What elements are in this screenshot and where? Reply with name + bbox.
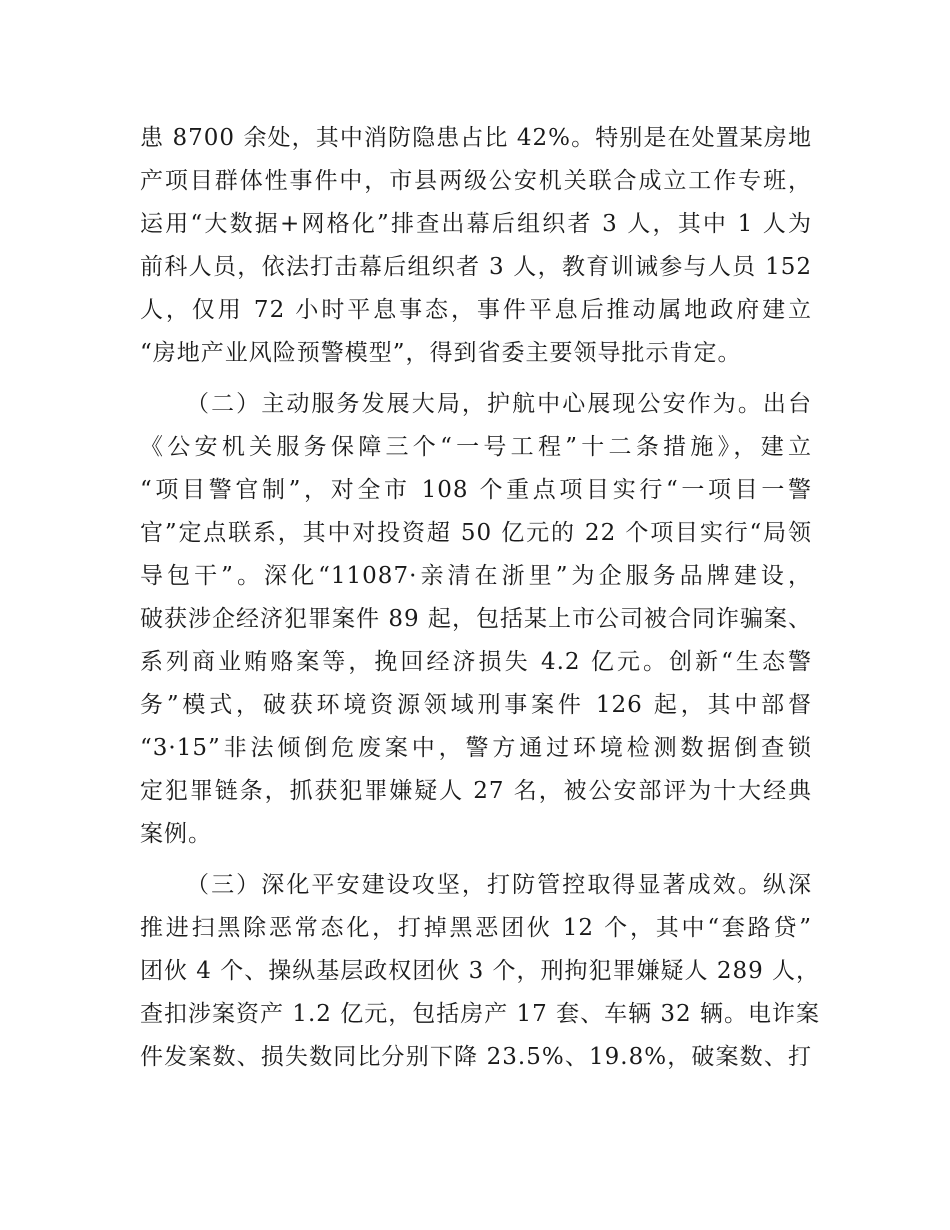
paragraph-2-line-2: 《公安机关服务保障三个“一号工程”十二条措施》，建立	[140, 434, 812, 460]
paragraph-2-line-8: 务”模式，破获环境资源领域刑事案件 126 起，其中部督	[140, 692, 812, 718]
paragraph-2-line-1: （二）主动服务发展大局，护航中心展现公安作为。出台	[186, 391, 812, 417]
paragraph-3-line-4: 查扣涉案资产 1.2 亿元，包括房产 17 套、车辆 32 辆。电诈案	[140, 1001, 820, 1027]
paragraph-1-line-4: 前科人员，依法打击幕后组织者 3 人，教育训诫参与人员 152	[140, 254, 812, 280]
paragraph-2-line-6: 破获涉企经济犯罪案件 89 起，包括某上市公司被合同诈骗案、	[140, 606, 812, 632]
paragraph-2-line-11: 案例。	[140, 821, 212, 847]
paragraph-1-line-3: 运用“大数据+网格化”排查出幕后组织者 3 人，其中 1 人为	[140, 211, 812, 237]
paragraph-3-line-2: 推进扫黑除恶常态化，打掉黑恶团伙 12 个，其中“套路贷”	[140, 915, 812, 941]
paragraph-2-line-7: 系列商业贿赂案等，挽回经济损失 4.2 亿元。创新“生态警	[140, 649, 812, 675]
paragraph-3-line-1: （三）深化平安建设攻坚，打防管控取得显著成效。纵深	[186, 872, 812, 898]
paragraph-2-line-9: “3·15”非法倾倒危废案中，警方通过环境检测数据倒查锁	[140, 735, 812, 761]
paragraph-1-line-1: 患 8700 余处，其中消防隐患占比 42%。特别是在处置某房地	[140, 125, 812, 151]
paragraph-2-line-4: 官”定点联系，其中对投资超 50 亿元的 22 个项目实行“局领	[140, 520, 812, 546]
paragraph-1-line-2: 产项目群体性事件中，市县两级公安机关联合成立工作专班，	[140, 168, 812, 194]
paragraph-2-line-3: “项目警官制”，对全市 108 个重点项目实行“一项目一警	[140, 477, 812, 503]
paragraph-3-line-5: 件发案数、损失数同比分别下降 23.5%、19.8%，破案数、打	[140, 1044, 812, 1070]
paragraph-3-line-3: 团伙 4 个、操纵基层政权团伙 3 个，刑拘犯罪嫌疑人 289 人，	[140, 958, 821, 984]
paragraph-1-line-6: “房地产业风险预警模型”，得到省委主要领导批示肯定。	[140, 340, 742, 366]
paragraph-2-line-10: 定犯罪链条，抓获犯罪嫌疑人 27 名，被公安部评为十大经典	[140, 778, 812, 804]
paragraph-2-line-5: 导包干”。深化“11087·亲清在浙里”为企服务品牌建设，	[140, 563, 812, 589]
paragraph-1-line-5: 人，仅用 72 小时平息事态，事件平息后推动属地政府建立	[140, 297, 812, 323]
